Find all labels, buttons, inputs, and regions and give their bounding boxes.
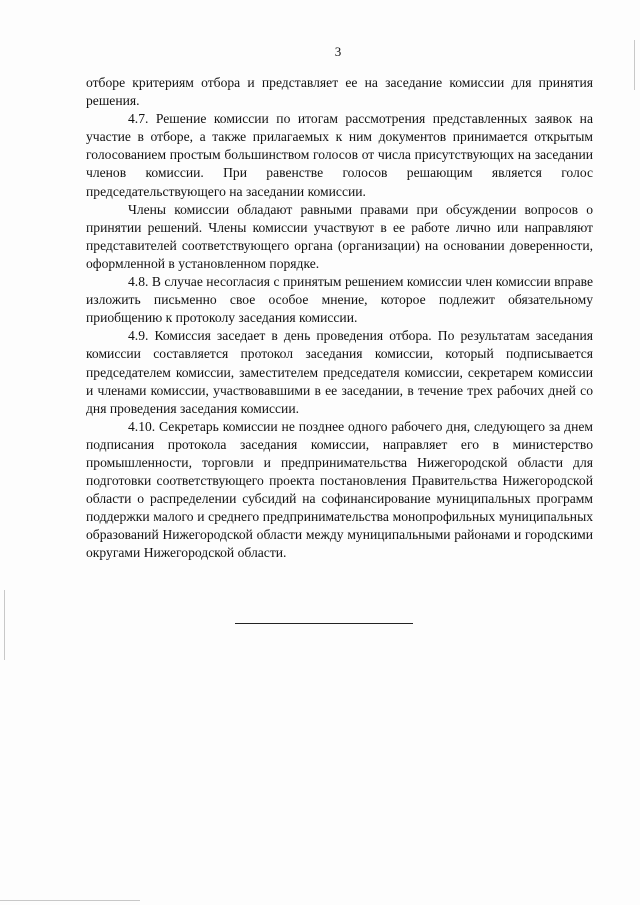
- scan-artifact-bottom: [0, 900, 140, 901]
- paragraph-4-10: 4.10. Секретарь комиссии не позднее одного рабочего дня, следующего за днем подписания протокола заседания комиссии, направляет его в министерство промышленности, торговли и предпринимательства Нижегородской области для подготовки соответствующего проекта постановления Правительства Нижегородской области о распределении субсидий на софинансирование муниципальных программ поддержки малого и среднего предпринимательства монопрофильных муниципальных образований Нижегородской области между муниципальными районами и городскими округами Нижегородской области.: [86, 418, 593, 561]
- paragraph-continuation: отборе критериям отбора и представляет ее на заседание комиссии для принятия решения.: [86, 75, 593, 109]
- paragraph-4-8: 4.8. В случае несогласия с принятым решением комиссии член комиссии вправе изложить письменно свое особое мнение, которое подлежит обязательному приобщению к протоколу заседания комиссии.: [86, 274, 593, 326]
- paragraph-4-7: 4.7. Решение комиссии по итогам рассмотрения представленных заявок на участие в отборе, а также прилагаемых к ним документов принимается открытым голосованием простым большинством голосов от числа присутствующих на заседании членов комиссии. При равенстве голосов решающим является голос председательствующего на заседании комиссии.: [86, 111, 593, 199]
- paragraph-4-7-members: Члены комиссии обладают равными правами при обсуждении вопросов о принятии решений. Члены комиссии участвуют в ее работе лично или направляют представителей соответствующего органа (организации) на основании доверенности, оформленной в установленном порядке.: [86, 201, 593, 271]
- scan-artifact-left: [4, 590, 5, 660]
- end-of-document-rule: [235, 623, 413, 624]
- paragraph-4-9: 4.9. Комиссия заседает в день проведения отбора. По результатам заседания комиссии составляется протокол заседания комиссии, который подписывается председателем комиссии, заместителем председателя комиссии, секретарем комиссии и членами комиссии, участвовавшими в ее заседании, в течение трех рабочих дней со дня проведения заседания комиссии.: [86, 328, 593, 416]
- page-number: 3: [334, 44, 342, 59]
- scan-artifact-right: [634, 40, 635, 90]
- document-body: [86, 74, 593, 563]
